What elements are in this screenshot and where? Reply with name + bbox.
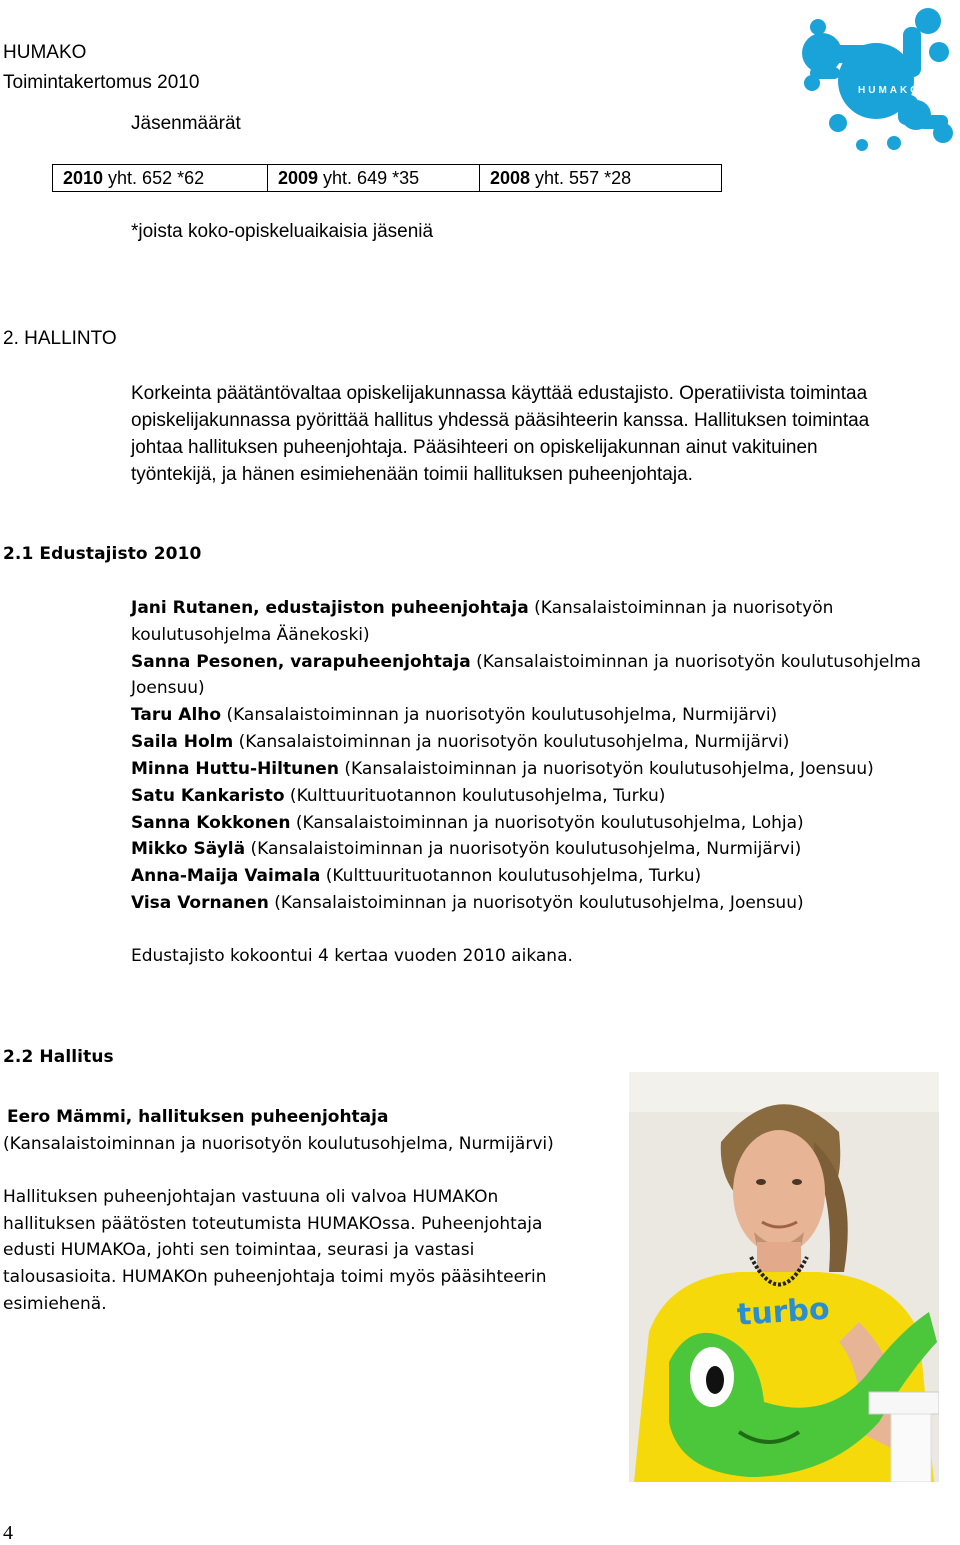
- chair-duties-line: hallituksen päätösten toteutumista HUMAKOssa. Puheenjohtaja: [3, 1214, 543, 1234]
- member-program: (Kansalaistoiminnan ja nuorisotyön: [528, 598, 834, 618]
- section-title: Jäsenmäärät: [131, 113, 241, 134]
- member-program: (Kansalaistoiminnan ja nuorisotyön koulutusohjelma, Lohja): [290, 813, 804, 833]
- membership-cell: [268, 165, 480, 191]
- member-entry: [131, 705, 777, 725]
- section-2-heading: 2. HALLINTO: [3, 328, 117, 349]
- humako-logo: [798, 5, 954, 153]
- member-entry: [131, 652, 921, 672]
- member-entry: [131, 813, 804, 833]
- member-program: (Kansalaistoiminnan ja nuorisotyön koulutusohjelma, Joensuu): [268, 893, 804, 913]
- membership-value: yht. 557 *28: [530, 168, 632, 188]
- membership-year: 2009: [278, 168, 319, 188]
- meetings-note: Edustajisto kokoontui 4 kertaa vuoden 2010 aikana.: [131, 946, 573, 966]
- member-program: (Kansalaistoiminnan ja nuorisotyön koulutusohjelma, Nurmijärvi): [245, 839, 802, 859]
- section-2-line: työntekijä, ja hänen esimiehenään toimii hallituksen puheenjohtaja.: [131, 464, 693, 485]
- section-2-line: Korkeinta päätäntövaltaa opiskelijakunnassa käyttää edustajisto. Operatiivista toimintaa: [131, 383, 868, 404]
- member-name: Sanna Pesonen, varapuheenjohtaja: [131, 652, 471, 672]
- photo-shirt-text: turbo: [735, 1291, 831, 1333]
- section-2-line: opiskelijakunnassa pyörittää hallitus yhdessä pääsihteerin kanssa. Hallituksen toimintaa: [131, 410, 870, 431]
- membership-value: yht. 649 *35: [318, 168, 420, 188]
- chair-duties-line: edusti HUMAKOa, johti sen toimintaa, seurasi ja vastasi: [3, 1240, 475, 1260]
- member-program-cont: koulutusohjelma Äänekoski): [131, 625, 370, 645]
- chair-photo: [629, 1072, 939, 1482]
- member-name: Saila Holm: [131, 732, 234, 752]
- member-program: (Kansalaistoiminnan ja nuorisotyön koulutusohjelma, Nurmijärvi): [233, 732, 790, 752]
- membership-year: 2010: [63, 168, 104, 188]
- chair-name: Eero Mämmi, hallituksen puheenjohtaja: [7, 1107, 389, 1127]
- member-entry: [131, 732, 789, 752]
- chair-duties-line: esimiehenä.: [3, 1294, 107, 1314]
- member-entry: [131, 893, 804, 913]
- member-program: (Kansalaistoiminnan ja nuorisotyön koulutusohjelma, Nurmijärvi): [221, 705, 778, 725]
- membership-value: yht. 652 *62: [103, 168, 205, 188]
- member-name: Visa Vornanen: [131, 893, 269, 913]
- chair-duties-line: talousasioita. HUMAKOn puheenjohtaja toimi myös pääsihteerin: [3, 1267, 547, 1287]
- member-entry: [131, 839, 801, 859]
- membership-note: *joista koko-opiskeluaikaisia jäseniä: [131, 221, 434, 242]
- member-program: (Kansalaistoiminnan ja nuorisotyön koulutusohjelma, Joensuu): [338, 759, 874, 779]
- membership-table: [52, 164, 722, 192]
- member-entry: [131, 786, 665, 806]
- page-number: 4: [3, 1522, 13, 1544]
- member-name: Taru Alho: [131, 705, 222, 725]
- member-name: Jani Rutanen, edustajiston puheenjohtaja: [131, 598, 529, 618]
- section-21-heading: 2.1 Edustajisto 2010: [3, 544, 202, 564]
- member-name: Satu Kankaristo: [131, 786, 285, 806]
- report-title: Toimintakertomus 2010: [3, 72, 200, 93]
- section-22-heading: 2.2 Hallitus: [3, 1047, 114, 1067]
- member-name: Mikko Säylä: [131, 839, 246, 859]
- member-program-cont: Joensuu): [131, 678, 205, 698]
- membership-cell: [53, 165, 268, 191]
- member-name: Anna-Maija Vaimala: [131, 866, 321, 886]
- member-entry: [131, 759, 874, 779]
- org-name: HUMAKO: [3, 42, 87, 63]
- membership-year: 2008: [490, 168, 531, 188]
- logo-text: HUMAKO: [858, 85, 921, 96]
- section-2-line: johtaa hallituksen puheenjohtaja. Pääsihteeri on opiskelijakunnan ainut vakituinen: [131, 437, 818, 458]
- chair-program: (Kansalaistoiminnan ja nuorisotyön koulutusohjelma, Nurmijärvi): [3, 1134, 554, 1154]
- member-entry: [131, 598, 833, 618]
- chair-duties-line: Hallituksen puheenjohtajan vastuuna oli valvoa HUMAKOn: [3, 1187, 499, 1207]
- member-name: Sanna Kokkonen: [131, 813, 291, 833]
- member-entry: [131, 866, 701, 886]
- member-program: (Kulttuurituotannon koulutusohjelma, Turku): [320, 866, 702, 886]
- membership-cell: [480, 165, 721, 191]
- member-program: (Kansalaistoiminnan ja nuorisotyön koulutusohjelma: [470, 652, 921, 672]
- member-name: Minna Huttu-Hiltunen: [131, 759, 339, 779]
- member-program: (Kulttuurituotannon koulutusohjelma, Turku): [284, 786, 666, 806]
